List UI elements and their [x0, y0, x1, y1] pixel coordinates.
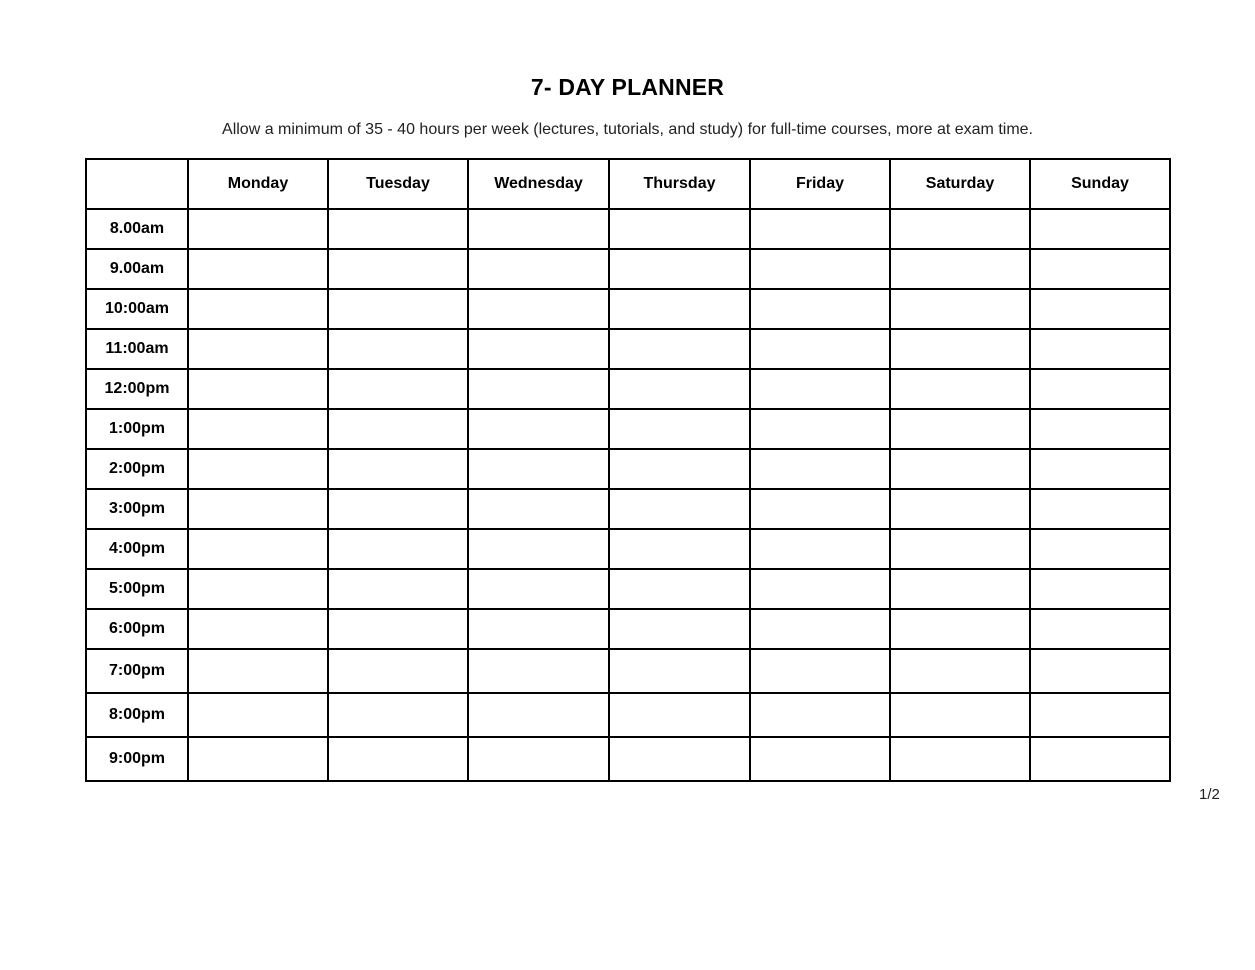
schedule-cell[interactable] [750, 329, 890, 369]
schedule-cell[interactable] [188, 289, 328, 329]
table-row [86, 289, 1170, 329]
schedule-cell[interactable] [328, 489, 468, 529]
schedule-cell[interactable] [609, 529, 750, 569]
time-label-text: 3:00pm [108, 500, 166, 517]
schedule-cell[interactable] [890, 209, 1030, 249]
schedule-cell[interactable] [890, 289, 1030, 329]
table-row [86, 609, 1170, 649]
table-row [86, 369, 1170, 409]
schedule-cell[interactable] [188, 209, 328, 249]
schedule-cell[interactable] [1030, 489, 1170, 529]
time-label-text: 7:00pm [108, 662, 166, 679]
schedule-cell[interactable] [1030, 449, 1170, 489]
schedule-cell[interactable] [1030, 609, 1170, 649]
schedule-cell[interactable] [328, 329, 468, 369]
table-row [86, 249, 1170, 289]
day-header-monday: Monday [188, 159, 328, 209]
schedule-cell[interactable] [188, 693, 328, 737]
schedule-cell[interactable] [890, 249, 1030, 289]
time-label [86, 209, 188, 249]
time-label-text: 2:00pm [108, 460, 166, 477]
schedule-cell[interactable] [609, 569, 750, 609]
time-label-text: 11:00am [105, 340, 169, 357]
schedule-cell[interactable] [750, 249, 890, 289]
day-header-tuesday: Tuesday [328, 159, 468, 209]
header-row [86, 159, 1170, 209]
time-label [86, 693, 188, 737]
day-header-thursday: Thursday [609, 159, 750, 209]
schedule-cell[interactable] [468, 289, 609, 329]
time-label-text: 6:00pm [108, 620, 166, 637]
schedule-cell[interactable] [188, 409, 328, 449]
table-row [86, 569, 1170, 609]
schedule-cell[interactable] [609, 609, 750, 649]
schedule-cell[interactable] [188, 249, 328, 289]
schedule-cell[interactable] [188, 329, 328, 369]
schedule-cell[interactable] [890, 649, 1030, 693]
table-row [86, 529, 1170, 569]
time-label [86, 249, 188, 289]
schedule-cell[interactable] [328, 289, 468, 329]
schedule-cell[interactable] [750, 449, 890, 489]
schedule-cell[interactable] [188, 649, 328, 693]
schedule-cell[interactable] [328, 529, 468, 569]
schedule-cell[interactable] [328, 693, 468, 737]
time-label-text: 4:00pm [108, 540, 166, 557]
table-row [86, 329, 1170, 369]
schedule-cell[interactable] [750, 693, 890, 737]
schedule-cell[interactable] [468, 209, 609, 249]
time-label-text: 8:00pm [108, 706, 166, 723]
schedule-cell[interactable] [1030, 249, 1170, 289]
time-label-text: 1:00pm [108, 420, 166, 437]
schedule-cell[interactable] [609, 737, 750, 781]
schedule-cell[interactable] [750, 649, 890, 693]
schedule-cell[interactable] [890, 737, 1030, 781]
corner-cell [86, 159, 188, 209]
schedule-cell[interactable] [890, 569, 1030, 609]
schedule-cell[interactable] [188, 569, 328, 609]
schedule-cell[interactable] [890, 369, 1030, 409]
time-label-text: 5:00pm [108, 580, 166, 597]
day-header-wednesday: Wednesday [468, 159, 609, 209]
schedule-cell[interactable] [890, 489, 1030, 529]
schedule-cell[interactable] [890, 329, 1030, 369]
schedule-cell[interactable] [609, 209, 750, 249]
schedule-cell[interactable] [468, 649, 609, 693]
time-label-text: 9.00am [109, 260, 165, 277]
schedule-cell[interactable] [750, 569, 890, 609]
day-header-saturday: Saturday [890, 159, 1030, 209]
schedule-cell[interactable] [1030, 329, 1170, 369]
schedule-cell[interactable] [328, 737, 468, 781]
time-label [86, 649, 188, 693]
schedule-cell[interactable] [890, 409, 1030, 449]
schedule-cell[interactable] [1030, 369, 1170, 409]
schedule-cell[interactable] [328, 249, 468, 289]
schedule-cell[interactable] [609, 289, 750, 329]
schedule-cell[interactable] [1030, 289, 1170, 329]
schedule-cell[interactable] [1030, 569, 1170, 609]
schedule-cell[interactable] [1030, 529, 1170, 569]
schedule-cell[interactable] [890, 693, 1030, 737]
time-label-text: 10:00am [104, 300, 170, 317]
schedule-cell[interactable] [890, 609, 1030, 649]
schedule-cell[interactable] [1030, 209, 1170, 249]
schedule-cell[interactable] [188, 369, 328, 409]
table-row [86, 209, 1170, 249]
schedule-cell[interactable] [188, 529, 328, 569]
schedule-cell[interactable] [750, 209, 890, 249]
schedule-cell[interactable] [1030, 737, 1170, 781]
time-label [86, 609, 188, 649]
schedule-cell[interactable] [609, 449, 750, 489]
page-number: 1/2 [1199, 786, 1220, 803]
time-label [86, 529, 188, 569]
day-header-friday: Friday [750, 159, 890, 209]
time-label [86, 489, 188, 529]
schedule-cell[interactable] [750, 737, 890, 781]
table-row [86, 409, 1170, 449]
time-label [86, 289, 188, 329]
time-label [86, 449, 188, 489]
schedule-cell[interactable] [609, 329, 750, 369]
time-label [86, 737, 188, 781]
schedule-cell[interactable] [328, 609, 468, 649]
schedule-cell[interactable] [188, 489, 328, 529]
schedule-cell[interactable] [609, 693, 750, 737]
table-row [86, 737, 1170, 781]
time-label-text: 12:00pm [104, 380, 170, 397]
schedule-cell[interactable] [750, 529, 890, 569]
day-header-sunday: Sunday [1030, 159, 1170, 209]
schedule-cell[interactable] [750, 289, 890, 329]
schedule-cell[interactable] [328, 649, 468, 693]
schedule-cell[interactable] [468, 449, 609, 489]
schedule-cell[interactable] [468, 369, 609, 409]
schedule-cell[interactable] [468, 609, 609, 649]
schedule-cell[interactable] [188, 737, 328, 781]
schedule-cell[interactable] [609, 369, 750, 409]
schedule-cell[interactable] [468, 529, 609, 569]
page-title: 7- DAY PLANNER [530, 74, 725, 100]
schedule-cell[interactable] [750, 409, 890, 449]
schedule-cell[interactable] [468, 569, 609, 609]
time-label [86, 409, 188, 449]
page-subtitle: Allow a minimum of 35 - 40 hours per week (lectures, tutorials, and study) for full-time courses, more at exam time. [222, 121, 1033, 138]
schedule-cell[interactable] [468, 329, 609, 369]
table-row [86, 489, 1170, 529]
schedule-cell[interactable] [1030, 409, 1170, 449]
schedule-cell[interactable] [609, 409, 750, 449]
schedule-cell[interactable] [188, 449, 328, 489]
schedule-cell[interactable] [609, 649, 750, 693]
schedule-cell[interactable] [468, 489, 609, 529]
schedule-cell[interactable] [468, 693, 609, 737]
schedule-cell[interactable] [328, 209, 468, 249]
schedule-cell[interactable] [468, 409, 609, 449]
schedule-cell[interactable] [1030, 649, 1170, 693]
table-row [86, 449, 1170, 489]
schedule-cell[interactable] [328, 369, 468, 409]
schedule-cell[interactable] [609, 489, 750, 529]
schedule-cell[interactable] [468, 249, 609, 289]
schedule-cell[interactable] [328, 409, 468, 449]
schedule-cell[interactable] [890, 529, 1030, 569]
schedule-cell[interactable] [750, 369, 890, 409]
time-label-text: 8.00am [109, 220, 165, 237]
table-row [86, 649, 1170, 693]
time-label [86, 329, 188, 369]
schedule-cell[interactable] [468, 737, 609, 781]
schedule-cell[interactable] [750, 489, 890, 529]
schedule-cell[interactable] [328, 569, 468, 609]
time-label [86, 569, 188, 609]
table-row [86, 693, 1170, 737]
schedule-cell[interactable] [1030, 693, 1170, 737]
schedule-cell[interactable] [890, 449, 1030, 489]
schedule-cell[interactable] [609, 249, 750, 289]
schedule-cell[interactable] [750, 609, 890, 649]
schedule-cell[interactable] [328, 449, 468, 489]
time-label [86, 369, 188, 409]
time-label-text: 9:00pm [108, 750, 166, 767]
schedule-cell[interactable] [188, 609, 328, 649]
planner-table [85, 158, 1171, 782]
